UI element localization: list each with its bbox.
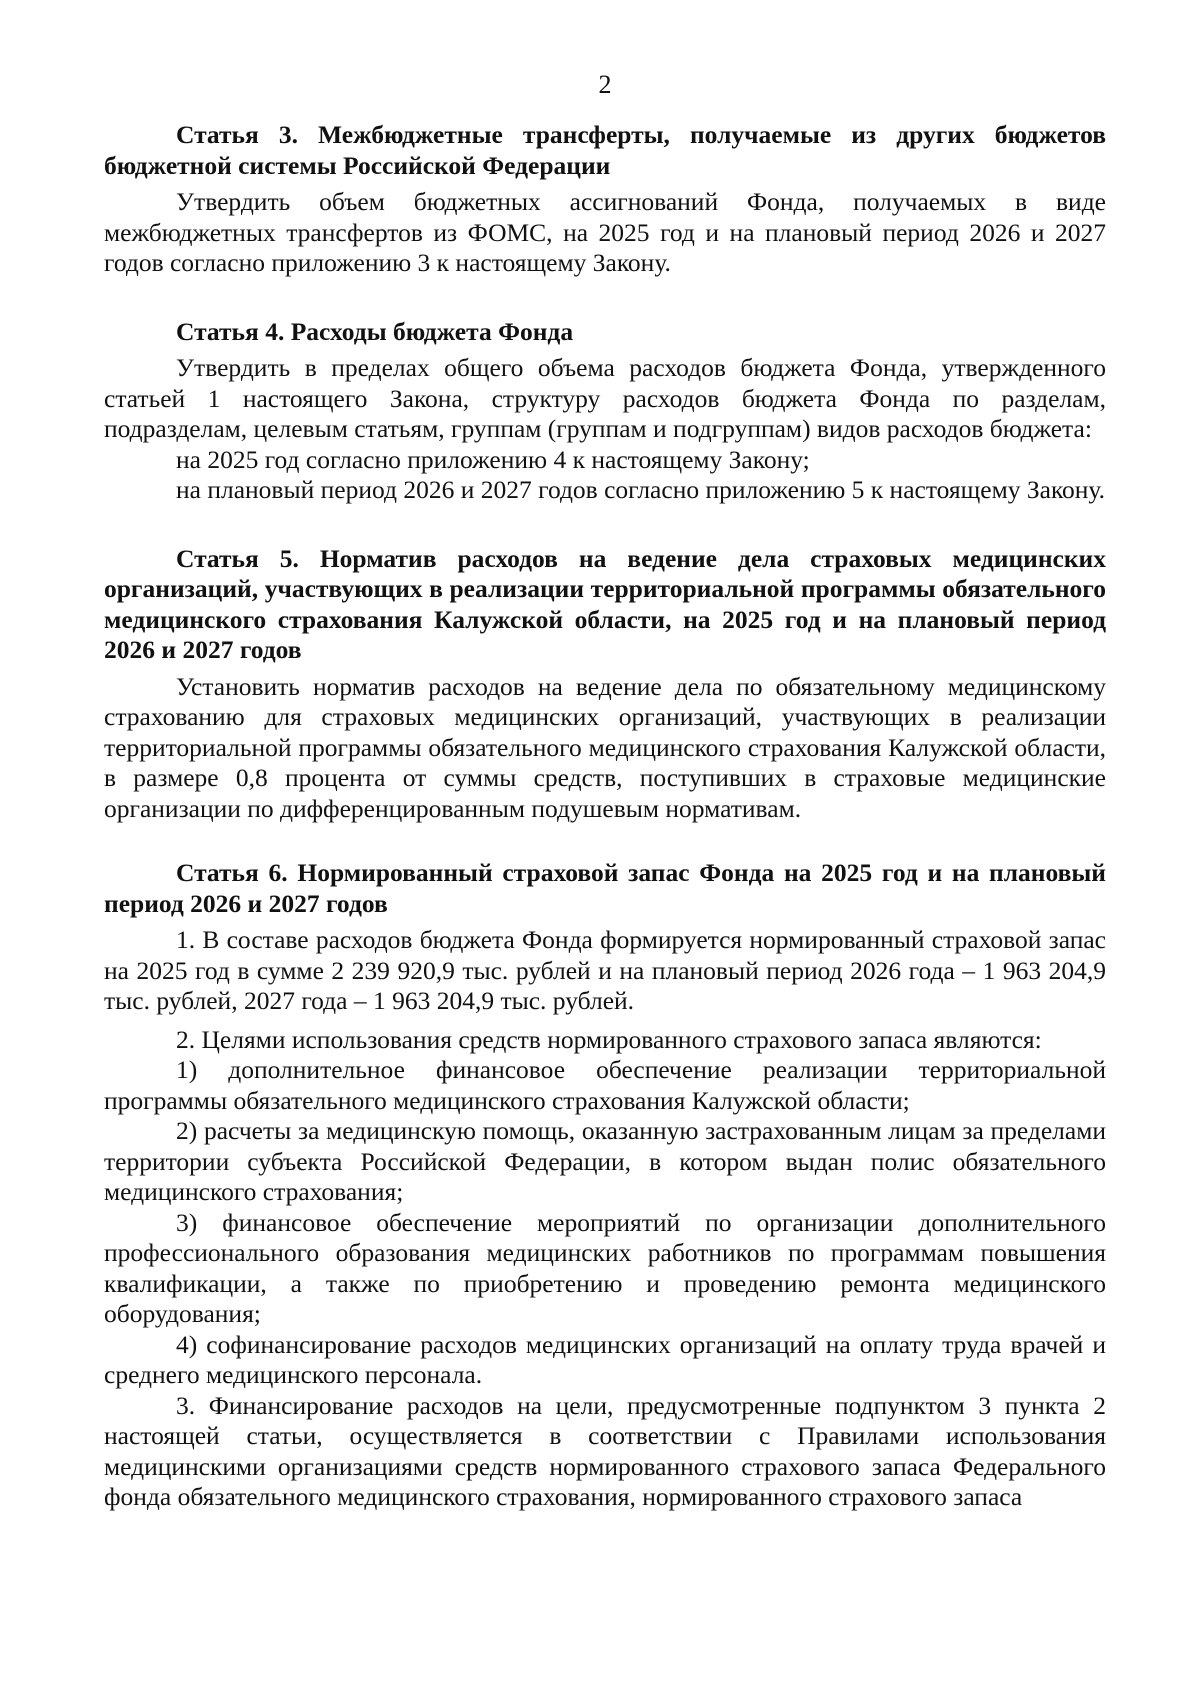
article-5-paragraph-1: Установить норматив расходов на ведение дела по обязательному медицинскому страхованию для страховых медицинских организаций, участвующих в реализации территориальной программы обязательного медицинского страхования Калужской области, в размере 0,8 процента от суммы средств, поступивших в страховые медицинские организации по дифференцированным подушевым нормативам. — [104, 671, 1106, 823]
article-5-heading: Статья 5. Норматив расходов на ведение дела страховых медицинских организаций, участвующих в реализации территориальной программы обязательного медицинского страхования Калужской области, на 2025 год и на плановый период 2026 и 2027 годов — [104, 543, 1106, 664]
article-3 — [104, 120, 1106, 279]
article-4-heading: Статья 4. Расходы бюджета Фонда — [176, 316, 574, 346]
article-3-paragraph-1: Утвердить объем бюджетных ассигнований Фонда, получаемых в виде межбюджетных трансфертов из ФОМС, на 2025 год и на плановый период 2026 и 2027 годов согласно приложению 3 к настоящему Закону. — [104, 187, 1106, 277]
article-6-heading: Статья 6. Нормированный страховой запас Фонда на 2025 год и на плановый период 2026 и 2027 годов — [104, 858, 1106, 918]
article-6-item-4: 4) софинансирование расходов медицинских организаций на оплату труда врачей и среднего медицинского персонала. — [104, 1329, 1106, 1389]
article-5 — [104, 544, 1106, 825]
article-6-item-3: 3) финансовое обеспечение мероприятий по организации дополнительного профессионального образования медицинских работников по программам повышения квалификации, а также по приобретению и проведению ремонта медицинского оборудования; — [104, 1207, 1106, 1328]
article-3-heading: Статья 3. Межбюджетные трансферты, получаемые из других бюджетов бюджетной системы Российской Федерации — [104, 120, 1106, 180]
page-number: 2 — [598, 70, 612, 99]
article-4-paragraph-3: на плановый период 2026 и 2027 годов согласно приложению 5 к настоящему Закону. — [176, 475, 1106, 504]
article-6-paragraph-2: 2. Целями использования средств нормированного страхового запаса являются: — [176, 1024, 1042, 1054]
article-4-paragraph-2: на 2025 год согласно приложению 4 к настоящему Закону; — [176, 444, 810, 474]
article-6-paragraph-3: 3. Финансирование расходов на цели, предусмотренные подпунктом 3 пункта 2 настоящей статьи, осуществляется в соответствии с Правилами использования медицинскими организациями средств нормированного страхового запаса Федерального фонда обязательного медицинского страхования, нормированного страхового запаса — [104, 1390, 1106, 1511]
article-6 — [104, 858, 1106, 1513]
article-6-item-2: 2) расчеты за медицинскую помощь, оказанную застрахованным лицам за пределами территории субъекта Российской Федерации, в котором выдан полис обязательного медицинского страхования; — [104, 1116, 1106, 1206]
article-4 — [104, 317, 1106, 506]
article-4-paragraph-1: Утвердить в пределах общего объема расходов бюджета Фонда, утвержденного статьей 1 настоящего Закона, структуру расходов бюджета Фонда по разделам, подразделам, целевым статьям, группам (группам и подгруппам) видов расходов бюджета: — [104, 353, 1106, 443]
article-6-paragraph-1: 1. В составе расходов бюджета Фонда формируется нормированный страховой запас на 2025 год в сумме 2 239 920,9 тыс. рублей и на плановый период 2026 года – 1 963 204,9 тыс. рублей, 2027 года – 1 963 204,9 тыс. рублей. — [104, 925, 1106, 1015]
article-6-item-1: 1) дополнительное финансовое обеспечение реализации территориальной программы обязательного медицинского страхования Калужской области; — [104, 1055, 1106, 1115]
